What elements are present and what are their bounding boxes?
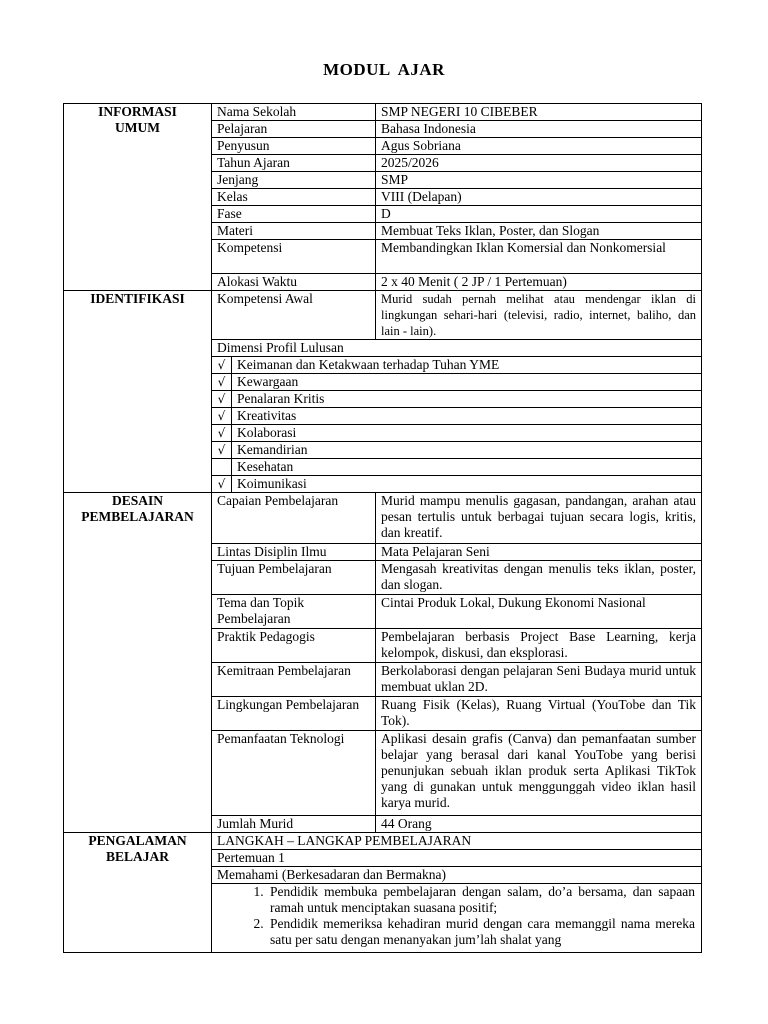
desain-label: Lintas Disiplin Ilmu: [212, 544, 376, 561]
dimensi-item: Kesehatan: [237, 459, 294, 474]
info-value: Membandingkan Iklan Komersial dan Nonkomersial: [376, 240, 702, 274]
kompetensi-awal-value: Murid sudah pernah melihat atau mendengar iklan di lingkungan sehari-hari (televisi, radio, internet, baliho, dan lain - lain).: [376, 291, 702, 340]
section-identifikasi: IDENTIFIKASI: [64, 291, 212, 493]
info-value: VIII (Delapan): [376, 189, 702, 206]
info-value: D: [376, 206, 702, 223]
info-value: 2025/2026: [376, 155, 702, 172]
checkmark-icon: √: [217, 358, 226, 372]
desain-label: Jumlah Murid: [212, 816, 376, 833]
info-label: Nama Sekolah: [212, 104, 376, 121]
info-label: Fase: [212, 206, 376, 223]
checkmark-icon: √: [217, 477, 226, 491]
dimensi-profil-heading: Dimensi Profil Lulusan: [212, 340, 702, 357]
steps-cell: [212, 884, 702, 953]
step-item: 2. Pendidik memeriksa kehadiran murid dengan cara memanggil nama mereka satu per satu dengan menanyakan jum’lah shalat yang: [267, 916, 695, 948]
desain-label: Lingkungan Pembelajaran: [212, 697, 376, 731]
checkmark-icon: √: [217, 426, 226, 440]
dimensi-item: Keimanan dan Ketakwaan terhadap Tuhan YME: [237, 357, 500, 372]
checkmark-icon: √: [217, 409, 226, 423]
desain-label: Kemitraan Pembelajaran: [212, 663, 376, 697]
document-title: MODUL AJAR: [323, 60, 445, 79]
info-value: SMP: [376, 172, 702, 189]
info-value: Agus Sobriana: [376, 138, 702, 155]
info-label: Materi: [212, 223, 376, 240]
desain-label: Capaian Pembelajaran: [212, 493, 376, 544]
langkah-heading: LANGKAH – LANGKAP PEMBELAJARAN: [212, 833, 702, 850]
info-label: Alokasi Waktu: [212, 274, 376, 291]
desain-value: Cintai Produk Lokal, Dukung Ekonomi Nasional: [376, 595, 702, 629]
desain-label: Pemanfaatan Teknologi: [212, 731, 376, 816]
modul-table: [63, 103, 702, 953]
desain-value: Berkolaborasi dengan pelajaran Seni Budaya murid untuk membuat uklan 2D.: [376, 663, 702, 697]
dimensi-item: Kreativitas: [237, 408, 297, 423]
desain-label: Tema dan Topik Pembelajaran: [212, 595, 376, 629]
steps-list: [217, 884, 695, 948]
desain-label: Praktik Pedagogis: [212, 629, 376, 663]
info-label: Tahun Ajaran: [212, 155, 376, 172]
memahami-label: Memahami (Berkesadaran dan Bermakna): [212, 867, 702, 884]
desain-label: Tujuan Pembelajaran: [212, 561, 376, 595]
info-value: 2 x 40 Menit ( 2 JP / 1 Pertemuan): [376, 274, 702, 291]
dimensi-item: Koimunikasi: [237, 476, 307, 491]
info-label: Kelas: [212, 189, 376, 206]
dimensi-item: Penalaran Kritis: [237, 391, 325, 406]
desain-value: Mata Pelajaran Seni: [376, 544, 702, 561]
section-informasi-umum: INFORMASI UMUM: [64, 104, 212, 291]
desain-value: Pembelajaran berbasis Project Base Learning, kerja kelompok, diskusi, dan eksplorasi.: [376, 629, 702, 663]
info-label: Penyusun: [212, 138, 376, 155]
info-value: Membuat Teks Iklan, Poster, dan Slogan: [376, 223, 702, 240]
desain-value: Aplikasi desain grafis (Canva) dan pemanfaatan sumber belajar yang berasal dari kanal YouTobe yang berisi penunjukan sebuah iklan produk serta Aplikasi TikTok yang di gunakan untuk menggunggah video iklan hasil karya murid.: [376, 731, 702, 816]
info-label: Jenjang: [212, 172, 376, 189]
info-value: Bahasa Indonesia: [376, 121, 702, 138]
checkmark-icon: √: [217, 392, 226, 406]
desain-value: Ruang Fisik (Kelas), Ruang Virtual (YouTobe dan Tik Tok).: [376, 697, 702, 731]
section-desain: DESAIN PEMBELAJARAN: [64, 493, 212, 833]
desain-value: 44 Orang: [376, 816, 702, 833]
desain-value: Mengasah kreativitas dengan menulis teks iklan, poster, dan slogan.: [376, 561, 702, 595]
step-item: 1. Pendidik membuka pembelajaran dengan salam, do’a bersama, dan sapaan ramah untuk menciptakan suasana positif;: [267, 884, 695, 916]
checkmark-icon: √: [217, 443, 226, 457]
dimensi-item: Kemandirian: [237, 442, 308, 457]
info-value: SMP NEGERI 10 CIBEBER: [376, 104, 702, 121]
dimensi-item: Kolaborasi: [237, 425, 297, 440]
info-label: Kompetensi: [212, 240, 376, 274]
kompetensi-awal-label: Kompetensi Awal: [212, 291, 376, 340]
section-pengalaman: PENGALAMAN BELAJAR: [64, 833, 212, 953]
dimensi-item: Kewargaan: [237, 374, 299, 389]
checkmark-icon: √: [217, 375, 226, 389]
info-label: Pelajaran: [212, 121, 376, 138]
pertemuan-label: Pertemuan 1: [212, 850, 702, 867]
desain-value: Murid mampu menulis gagasan, pandangan, arahan atau pesan tertulis untuk berbagai tujuan secara logis, kritis, dan kreatif.: [376, 493, 702, 544]
